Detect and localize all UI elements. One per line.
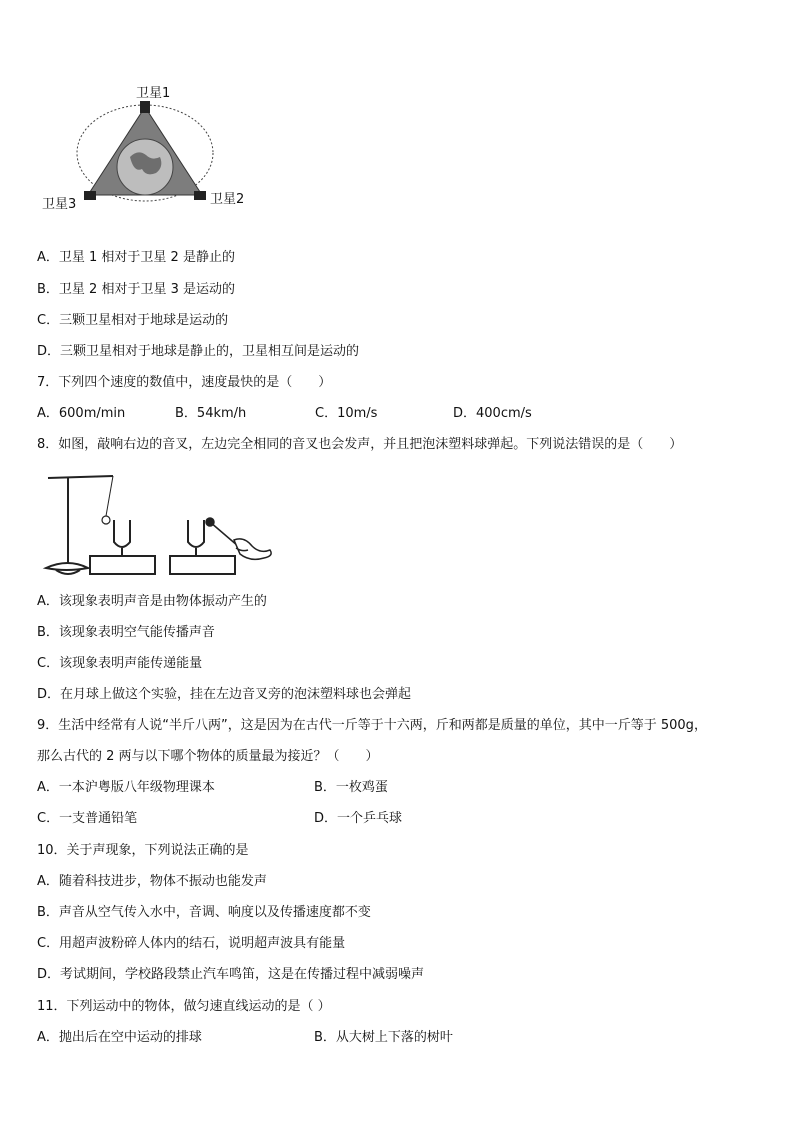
q9-stem-line1: 9．生活中经常有人说“半斤八两”，这是因为在古代一斤等于十六两，斤和两都是质量的单位，其中一斤等于 500g， <box>37 718 707 733</box>
q10-option-d: D．考试期间，学校路段禁止汽车鸣笛，这是在传播过程中减弱噪声 <box>37 967 425 982</box>
satellite-3-body <box>84 191 96 200</box>
right-tuning-fork <box>170 520 235 574</box>
q7-option-a: A．600m/min <box>37 406 126 421</box>
pendulum-string <box>106 476 113 516</box>
satellite-3-label: 卫星3 <box>42 197 77 212</box>
q7-option-b: B．54km/h <box>175 406 247 421</box>
satellite-1-body <box>140 101 150 113</box>
q9-option-b: B．一枚鸡蛋 <box>314 780 388 795</box>
q10-option-b: B．声音从空气传入水中，音调、响度以及传播速度都不变 <box>37 905 371 920</box>
satellite-diagram <box>70 95 220 210</box>
q11-option-b: B．从大树上下落的树叶 <box>314 1030 453 1045</box>
q7-option-c: C．10m/s <box>315 406 378 421</box>
q9-option-c: C．一支普通铅笔 <box>37 811 138 826</box>
q9-option-d: D．一个乒乓球 <box>314 811 403 826</box>
q7-option-d: D．400cm/s <box>453 406 532 421</box>
foam-ball <box>102 516 110 524</box>
q8-option-c: C．该现象表明声能传递能量 <box>37 656 203 671</box>
q6-option-d: D．三颗卫星相对于地球是静止的，卫星相互间是运动的 <box>37 344 360 359</box>
satellite-2-body <box>194 191 206 200</box>
q8-option-a: A．该现象表明声音是由物体振动产生的 <box>37 594 267 609</box>
q8-stem: 8．如图，敲响右边的音叉，左边完全相同的音叉也会发声，并且把泡沫塑料球弹起。下列说法错误的是（ ） <box>37 437 683 452</box>
q7-stem: 7．下列四个速度的数值中，速度最快的是（ ） <box>37 375 332 390</box>
q10-option-a: A．随着科技进步，物体不振动也能发声 <box>37 874 267 889</box>
tuning-fork-diagram <box>38 468 273 578</box>
hand-with-mallet <box>206 518 271 559</box>
q10-option-c: C．用超声波粉碎人体内的结石，说明超声波具有能量 <box>37 936 346 951</box>
q8-option-b: B．该现象表明空气能传播声音 <box>37 625 215 640</box>
satellite-1-label: 卫星1 <box>136 86 171 101</box>
q10-stem: 10．关于声现象，下列说法正确的是 <box>37 843 249 858</box>
q11-stem: 11．下列运动中的物体，做匀速直线运动的是（ ） <box>37 999 331 1014</box>
satellite-2-label: 卫星2 <box>210 192 245 207</box>
q9-stem-line2: 那么古代的 2 两与以下哪个物体的质量最为接近？（ ） <box>37 749 379 764</box>
left-tuning-fork <box>90 520 155 574</box>
q9-option-a: A．一本沪粤版八年级物理课本 <box>37 780 215 795</box>
q8-option-d: D．在月球上做这个实验，挂在左边音叉旁的泡沫塑料球也会弹起 <box>37 687 412 702</box>
q6-option-a: A．卫星 1 相对于卫星 2 是静止的 <box>37 250 235 265</box>
q6-option-b: B．卫星 2 相对于卫星 3 是运动的 <box>37 282 235 297</box>
q11-option-a: A．抛出后在空中运动的排球 <box>37 1030 202 1045</box>
q6-option-c: C．三颗卫星相对于地球是运动的 <box>37 313 229 328</box>
